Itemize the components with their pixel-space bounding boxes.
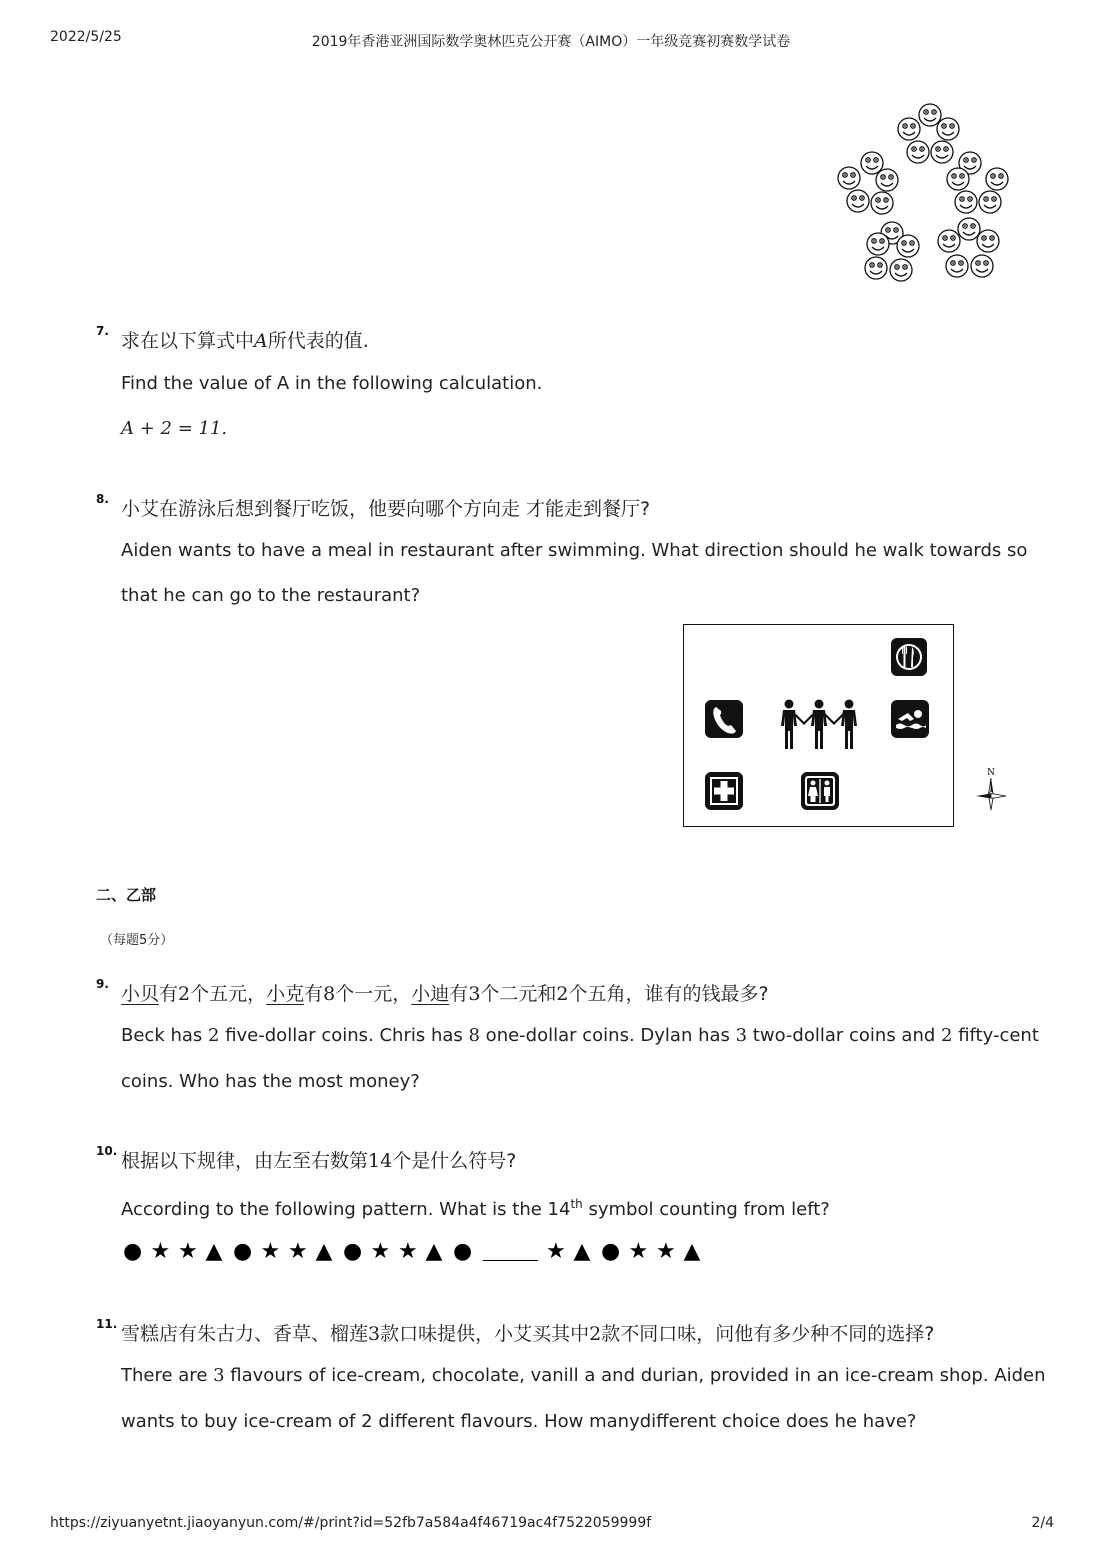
q9-number: 8	[323, 983, 336, 1005]
q11-zh-text: 款口味提供，小艾买其中	[380, 1323, 590, 1345]
question-8-chinese: 小艾在游泳后想到餐厅吃饭，他要向哪个方向走 才能走到餐厅?	[121, 498, 651, 520]
section-title: 二、乙部	[96, 886, 157, 904]
q10-en-text: symbol counting from left?	[582, 1199, 830, 1220]
pattern-symbol: ▲	[205, 1239, 223, 1264]
question-11-english-line-2: wants to buy ice-cream of 2 different flavours. How manydifferent choice does he have?	[121, 1411, 917, 1432]
question-10-english	[121, 1197, 830, 1220]
smiley-face	[838, 167, 860, 189]
pattern-symbol: ★	[370, 1239, 391, 1264]
q9-number: 2	[178, 983, 191, 1005]
restroom-icon	[800, 771, 840, 811]
q9-number: 2	[556, 983, 569, 1005]
question-11-chinese	[121, 1319, 934, 1346]
q9-text: 个一元，	[335, 983, 412, 1005]
smiley-face	[947, 168, 969, 190]
question-8-number: 8.	[96, 492, 109, 506]
q9-en-text: Beck has	[121, 1025, 209, 1046]
question-9-english-line-1	[121, 1025, 1039, 1046]
q9-text: 个二元和	[480, 983, 557, 1005]
smiley-face	[955, 191, 977, 213]
pattern-symbol: ▲	[425, 1239, 443, 1264]
q9-en-number: 8	[468, 1025, 480, 1046]
pattern-symbol: ●	[233, 1239, 253, 1264]
q11-zh-number: 2	[589, 1323, 602, 1345]
map-diagram	[683, 624, 954, 827]
question-9-number: 9.	[96, 977, 109, 991]
smiley-face	[876, 169, 898, 191]
q11-zh-text: 雪糕店有朱古力、香草、榴莲	[121, 1323, 369, 1345]
pattern-symbol: ★	[656, 1239, 676, 1264]
restaurant-icon	[890, 637, 928, 677]
smiley-face	[958, 218, 980, 240]
q9-en-text: fifty-cent	[952, 1025, 1039, 1046]
q9-text: 有	[304, 983, 324, 1005]
pattern-symbol: ▲	[683, 1239, 701, 1264]
smiley-face	[890, 259, 912, 281]
smiley-face	[907, 141, 929, 163]
smiley-face	[898, 118, 920, 140]
smiley-face	[919, 104, 941, 126]
question-7-chinese	[121, 326, 369, 353]
smiley-face	[931, 141, 953, 163]
smiley-face	[865, 257, 887, 279]
question-9-english-line-2: coins. Who has the most money?	[121, 1071, 420, 1092]
question-8-english-line-2: that he can go to the restaurant?	[121, 585, 421, 606]
q9-text: 个五角，谁有的钱最多?	[568, 983, 769, 1005]
pattern-symbol: ★	[288, 1239, 308, 1264]
page-url: https://ziyuanyetnt.jiaoyanyun.com/#/print?id=52fb7a584a4f46719ac4f7522059999f	[50, 1515, 652, 1531]
smiley-face	[971, 255, 993, 277]
q9-en-text: five-dollar coins. Chris has	[219, 1025, 469, 1046]
q11-zh-number: 3	[368, 1323, 381, 1345]
q10-en-text: According to the following pattern. What is the 14	[121, 1199, 571, 1220]
q11-en-text: flavours of ice-cream, chocolate, vanill a and durian, provided in an ice-cream shop. Aiden	[224, 1365, 1046, 1386]
swimming-icon	[890, 699, 930, 739]
smiley-face	[867, 233, 889, 255]
pattern-symbol: ★	[178, 1239, 198, 1264]
smiley-face	[986, 168, 1008, 190]
q9-text: 有	[159, 983, 179, 1005]
q9-en-text: one-dollar coins. Dylan has	[479, 1025, 736, 1046]
people-icon	[775, 699, 863, 751]
name-xiaodi: 小迪	[411, 983, 450, 1005]
pattern-symbol: ●	[453, 1239, 473, 1264]
smiley-face	[897, 235, 919, 257]
pattern-symbol: ★	[628, 1239, 649, 1264]
compass-north-label: N	[987, 768, 995, 778]
pattern-symbol: ★	[150, 1239, 171, 1264]
smiley-face	[871, 192, 893, 214]
question-8-english-line-1: Aiden wants to have a meal in restaurant after swimming. What direction should he walk towards so	[121, 540, 1028, 561]
pattern-symbol: ▲	[573, 1239, 591, 1264]
question-10-chinese	[121, 1146, 516, 1173]
q7-zh-part-b: 所代表的值.	[267, 330, 369, 352]
print-date: 2022/5/25	[50, 29, 122, 45]
smiley-face	[937, 118, 959, 140]
q9-en-number: 2	[208, 1025, 220, 1046]
smiley-face	[946, 255, 968, 277]
q10-zh-text: 个是什么符号?	[392, 1150, 517, 1172]
name-xiaobei: 小贝	[121, 983, 160, 1005]
name-xiaoke: 小克	[266, 983, 305, 1005]
telephone-icon	[704, 699, 744, 739]
q9-en-text: two-dollar coins and	[747, 1025, 942, 1046]
q9-number: 3	[468, 983, 481, 1005]
smiley-face	[977, 230, 999, 252]
pattern-symbol: ●	[123, 1239, 143, 1264]
smiley-face	[847, 190, 869, 212]
smiley-face	[861, 152, 883, 174]
pattern-symbol: ▲	[315, 1239, 333, 1264]
document-title: 2019年香港亚洲国际数学奥林匹克公开赛（AIMO）一年级竞赛初赛数学试卷	[311, 34, 791, 50]
q9-en-number: 2	[941, 1025, 953, 1046]
answer-blank	[483, 1260, 538, 1261]
smiley-face	[938, 230, 960, 252]
smiley-face	[979, 191, 1001, 213]
question-10-number: 10.	[96, 1144, 118, 1158]
pattern-symbol: ★	[546, 1239, 566, 1264]
q11-zh-text: 款不同口味，问他有多少种不同的选择?	[601, 1323, 935, 1345]
q10-en-superscript: th	[570, 1197, 583, 1211]
question-7-english: Find the value of A in the following calculation.	[121, 373, 543, 394]
question-7-number: 7.	[96, 324, 109, 338]
section-points-note: （每题5分）	[100, 933, 174, 948]
q10-zh-number: 14	[368, 1150, 393, 1172]
question-9-chinese	[121, 979, 769, 1006]
q9-en-number: 3	[735, 1025, 748, 1046]
first-aid-icon	[704, 771, 744, 811]
pattern-symbol: ★	[398, 1239, 418, 1264]
q9-text: 个五元，	[190, 983, 267, 1005]
symbol-pattern	[121, 1240, 721, 1264]
q11-en-number: 3	[213, 1365, 225, 1386]
q10-zh-text: 根据以下规律，由左至右数第	[121, 1150, 369, 1172]
pattern-symbol: ●	[343, 1239, 363, 1264]
compass-rose	[974, 766, 1010, 812]
page-number: 2/4	[1031, 1515, 1054, 1531]
pattern-symbol: ★	[260, 1239, 281, 1264]
question-7-equation: A + 2 = 11.	[121, 418, 228, 439]
q9-text: 有	[449, 983, 469, 1005]
q7-zh-part-a: 求在以下算式中	[121, 330, 255, 352]
pattern-symbol: ●	[601, 1239, 621, 1264]
smiley-faces-figure	[834, 100, 1014, 286]
question-11-english-line-1	[121, 1365, 1046, 1386]
q7-zh-variable: A	[254, 330, 268, 352]
q11-en-text: There are	[121, 1365, 214, 1386]
question-11-number: 11.	[96, 1317, 118, 1331]
